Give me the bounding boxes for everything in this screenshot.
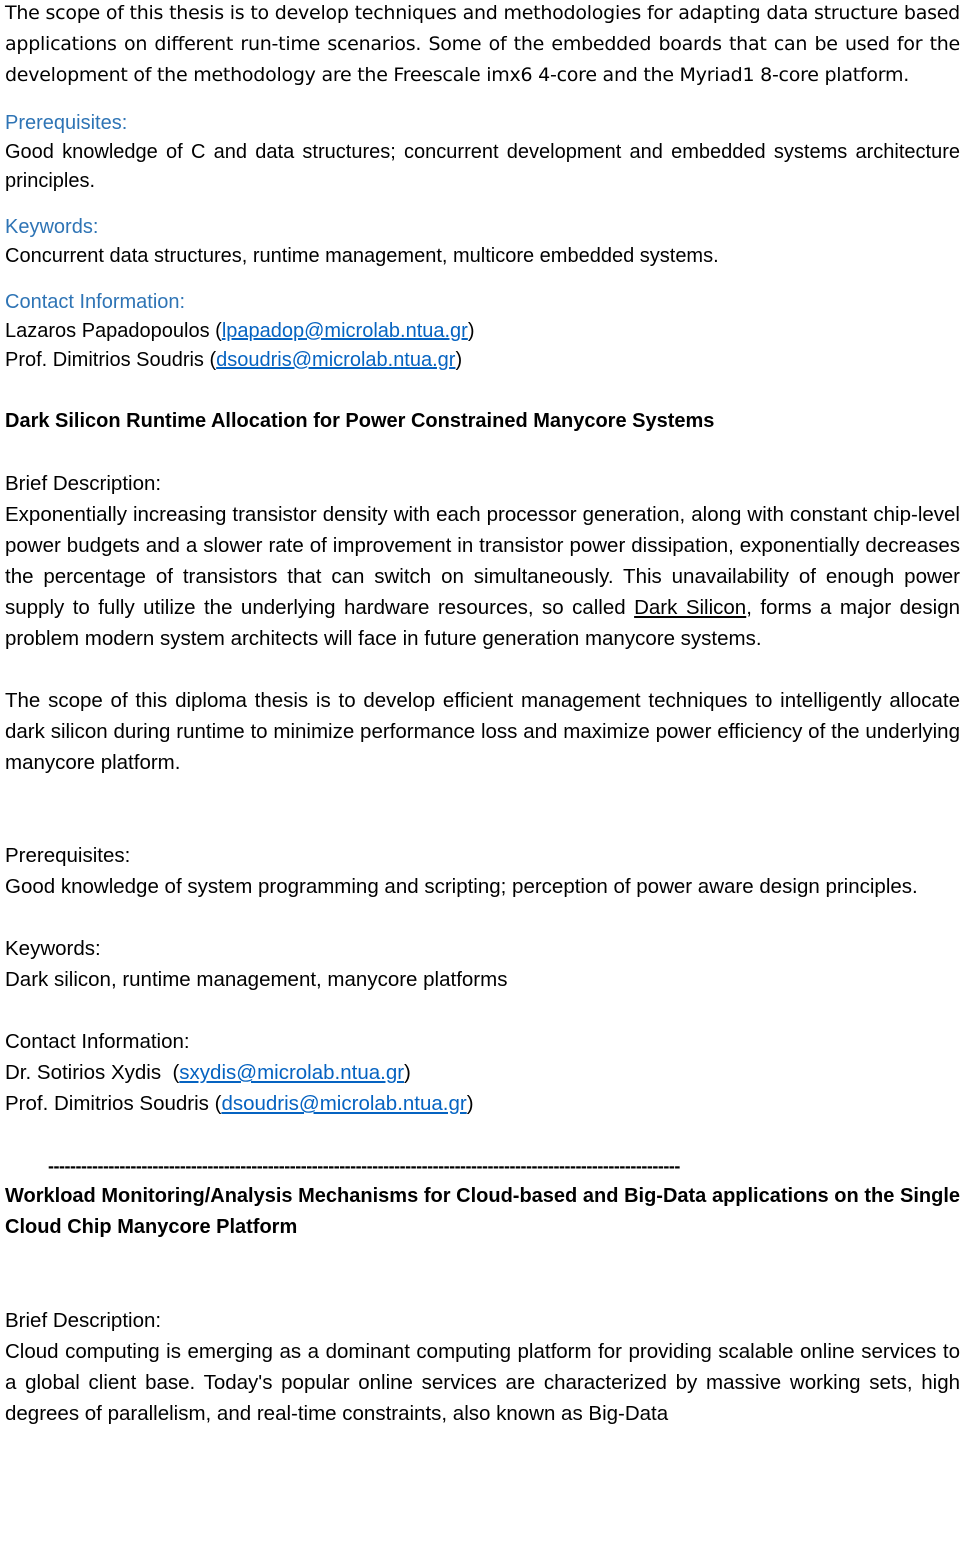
contact-name: Dr. Sotirios Xydis	[5, 1061, 173, 1084]
contact-line: Prof. Dimitrios Soudris (dsoudris@microlab.ntua.gr)	[5, 349, 463, 371]
contact-label: Contact Information:	[5, 291, 186, 313]
contact-name: Prof. Dimitrios Soudris	[5, 349, 204, 371]
section-divider: -------------------------------------------------------------------------------------------------------------------	[48, 1156, 680, 1176]
brief-description-paragraph: Cloud computing is emerging as a dominant computing platform for providing scalable online services to a global client base. Today's popular online services are characterized by massive working sets, high degrees of parallelism, and real-time constraints, also known as Big-Data	[5, 1340, 960, 1425]
contact-line: Dr. Sotirios Xydis (sxydis@microlab.ntua.gr)	[5, 1061, 411, 1084]
contact-label: Contact Information:	[5, 1030, 190, 1053]
contact-line: Lazaros Papadopoulos (lpapadop@microlab.ntua.gr)	[5, 320, 475, 342]
keywords-label: Keywords:	[5, 937, 101, 960]
contact-email-link[interactable]: lpapadop@microlab.ntua.gr	[221, 320, 468, 342]
contact-email-link[interactable]: dsoudris@microlab.ntua.gr	[216, 349, 456, 371]
section-title: Workload Monitoring/Analysis Mechanisms for Cloud-based and Big-Data applications on the Single Cloud Chip Manycore Platform	[5, 1185, 960, 1238]
brief-description-paragraph: Exponentially increasing transistor density with each processor generation, along with constant chip-level power budgets and a slower rate of improvement in transistor power dissipation, exponentially decreases the percentage of transistors that can switch on simultaneously. This unavailability of enough power supply to fully utilize the underlying hardware resources, so called Dark Silicon, forms a major design problem modern system architects will face in future generation manycore systems.	[5, 503, 960, 650]
prerequisites-label: Prerequisites:	[5, 112, 128, 134]
prerequisites-label: Prerequisites:	[5, 844, 131, 867]
contact-email-link[interactable]: sxydis@microlab.ntua.gr	[179, 1061, 405, 1084]
section-title: Dark Silicon Runtime Allocation for Power Constrained Manycore Systems	[5, 410, 715, 432]
keywords-text: Concurrent data structures, runtime management, multicore embedded systems.	[5, 245, 719, 267]
contact-name: Prof. Dimitrios Soudris	[5, 1092, 215, 1115]
dark-silicon-term: Dark Silicon	[634, 596, 747, 619]
contact-email-link[interactable]: dsoudris@microlab.ntua.gr	[221, 1092, 467, 1115]
contact-name: Lazaros Papadopoulos	[5, 320, 210, 342]
keywords-label: Keywords:	[5, 216, 99, 238]
brief-description-label: Brief Description:	[5, 1309, 162, 1332]
prerequisites-text: Good knowledge of system programming and scripting; perception of power aware design principles.	[5, 875, 918, 898]
contact-line: Prof. Dimitrios Soudris (dsoudris@microlab.ntua.gr)	[5, 1092, 474, 1115]
prerequisites-text: Good knowledge of C and data structures; concurrent development and embedded systems architecture principles.	[5, 141, 960, 192]
document-page	[5, 0, 960, 1429]
keywords-text: Dark silicon, runtime management, manycore platforms	[5, 968, 508, 991]
scope-paragraph: The scope of this diploma thesis is to develop efficient management techniques to intelligently allocate dark silicon during runtime to minimize performance loss and maximize power efficiency of the underlying manycore platform.	[5, 689, 960, 774]
intro-paragraph: The scope of this thesis is to develop techniques and methodologies for adapting data structure based applications on different run-time scenarios. Some of the embedded boards that can be used for the development of the methodology are the Freescale imx6 4-core and the Myriad1 8-core platform.	[5, 2, 960, 86]
brief-description-label: Brief Description:	[5, 472, 162, 495]
